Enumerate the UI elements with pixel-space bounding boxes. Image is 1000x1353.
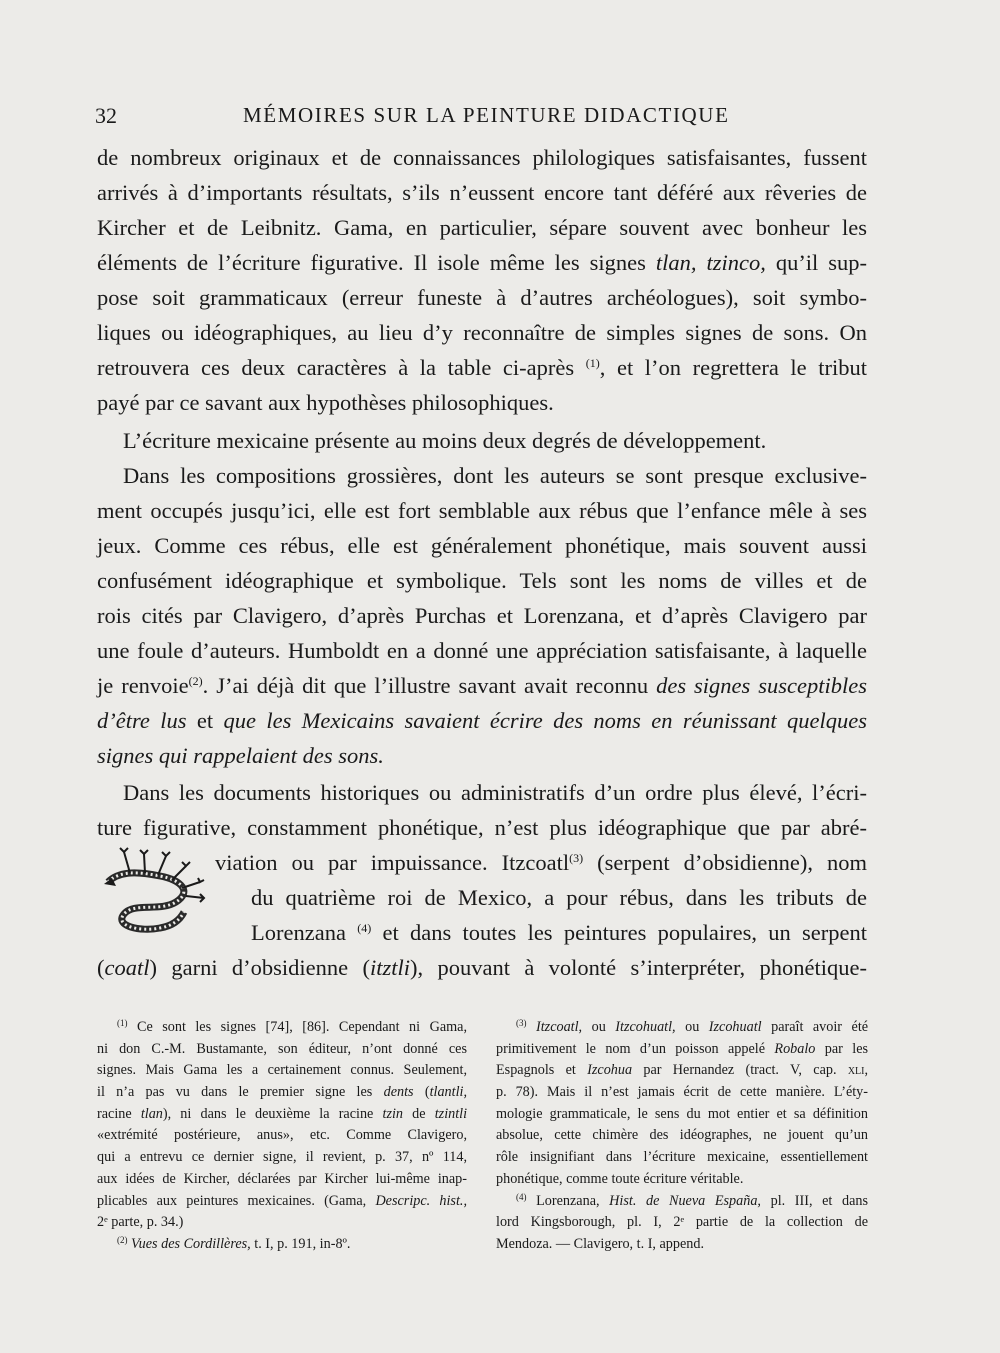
body-line: signes qui rappelaient des sons. — [97, 743, 384, 768]
body-line: (coatl) garni d’obsidienne (itztli), pouvant à volonté s’interpréter, phonétique- — [97, 955, 867, 980]
body-line: du quatrième roi de Mexico, a pour rébus, dans les tributs de — [251, 885, 867, 910]
serpent-glyph-icon — [100, 840, 210, 935]
footnote-line: absolue, cette chimère des idéographes, ne jouent qu’un — [496, 1127, 868, 1144]
footnote-line: rôle insignifiant dans l’écriture mexicaine, essentiellement — [496, 1149, 868, 1166]
body-line: pose soit grammaticaux (erreur funeste à d’autres archéologues), soit symbo- — [97, 285, 867, 310]
body-line: éléments de l’écriture figurative. Il isole même les signes tlan, tzinco, qu’il sup- — [97, 250, 868, 275]
body-line: Dans les compositions grossières, dont les auteurs se sont presque exclusive- — [123, 463, 867, 488]
body-line: liques ou idéographiques, au lieu d’y reconnaître de simples signes de sons. On — [97, 320, 867, 345]
body-line: payé par ce savant aux hypothèses philosophiques. — [97, 390, 554, 415]
body-line: arrivés à d’importants résultats, s’ils n’eussent encore tant déféré aux rêveries de — [97, 180, 867, 205]
footnote-line: $^{(2)}$ Vues des Cordillères, t. I, p. 191, in-8º. — [117, 1234, 351, 1252]
footnotes-right — [496, 1017, 868, 1256]
footnote-line: 2ᵉ parte, p. 34.) — [97, 1214, 184, 1231]
body-line: confusément idéographique et symbolique. Tels sont les noms de villes et de — [97, 568, 867, 593]
body-line: je renvoie$^{(2)}$. J’ai déjà dit que l’illustre savant avait reconnu des signes susceptibles — [97, 673, 867, 698]
footnote-line: $^{(1)}$ Ce sont les signes [74], [86]. Cependant ni Gama, — [117, 1018, 467, 1035]
body-line: Lorenzana $^{(4)}$ et dans toutes les peintures populaires, un serpent — [251, 920, 867, 945]
footnote-line: lord Kingsborough, pl. I, 2ᵉ partie de la collection de — [496, 1214, 868, 1231]
body-line: rois cités par Clavigero, d’après Purchas et Lorenzana, et d’après Clavigero par — [97, 603, 867, 628]
body-line: viation ou par impuissance. Itzcoatl$^{(3)}$ (serpent d’obsidienne), nom — [215, 850, 868, 875]
page-number: 32 — [95, 103, 117, 128]
body-line: L’écriture mexicaine présente au moins deux degrés de développement. — [123, 428, 767, 453]
body-line: une foule d’auteurs. Humboldt en a donné une appréciation satisfaisante, à laquelle — [97, 638, 867, 663]
footnote-line: il n’a pas vu dans le premier signe les dents (tlantli, — [97, 1084, 468, 1101]
footnotes-left — [97, 1017, 467, 1256]
footnote-line: p. 78). Mais il n’est jamais écrit de cette manière. L’éty- — [496, 1084, 868, 1101]
body-line: ture figurative, constamment phonétique, n’est plus idéographique que par abré- — [97, 815, 867, 840]
footnote-ref: (4) — [357, 921, 372, 935]
footnote-line: plicables aux peintures mexicaines. (Gama, Descripc. hist., — [97, 1192, 467, 1209]
footnote-ref: (3) — [569, 851, 584, 865]
body-line: ment occupés jusqu’ici, elle est fort semblable aux rébus que l’enfance mêle à ses — [97, 498, 867, 523]
footnote-line: phonétique, comme toute écriture véritable. — [496, 1170, 744, 1187]
footnote-ref: (2) — [188, 674, 203, 688]
page-header — [95, 103, 875, 133]
footnote-ref: (1) — [585, 356, 600, 370]
footnote-line: Mendoza. — Clavigero, t. I, append. — [496, 1235, 705, 1252]
footnote-line: primitivement le nom d’un poisson appelé Robalo par les — [496, 1040, 869, 1057]
footnote-line: mologie grammaticale, le sens du mot entier et sa définition — [496, 1105, 868, 1122]
body-line: de nombreux originaux et de connaissances philologiques satisfaisantes, fussent — [97, 145, 867, 170]
body-line: retrouvera ces deux caractères à la table ci-après $^{(1)}$, et l’on regrettera le tribut — [97, 355, 867, 380]
body-line: Kircher et de Leibnitz. Gama, en particulier, sépare souvent avec bonheur les — [97, 215, 867, 240]
body-line: Dans les documents historiques ou administratifs d’un ordre plus élevé, l’écri- — [123, 780, 867, 805]
footnote-line: $^{(3)}$ Itzcoatl, ou Itzcohuatl, ou Izcohuatl paraît avoir été — [516, 1018, 869, 1035]
footnote-line: qui a entrevu ce dernier signe, il revient, p. 37, nº 114, — [97, 1149, 467, 1166]
footnote-line: ni don C.-M. Bustamante, son éditeur, n’ont donné ces — [97, 1040, 467, 1057]
footnote-line: Espagnols et Izcohua par Hernandez (tract. V, cap. xli, — [496, 1062, 869, 1079]
footnote-line: signes. Mais Gama les a certainement connus. Seulement, — [97, 1062, 467, 1079]
running-title: MÉMOIRES SUR LA PEINTURE DIDACTIQUE — [243, 103, 730, 127]
body-line: jeux. Comme ces rébus, elle est généralement phonétique, mais souvent aussi — [97, 533, 867, 558]
footnote-line: aux idées de Kircher, déclarées par Kircher lui-même inap- — [97, 1170, 467, 1187]
footnote-line: racine tlan), ni dans le deuxième la racine tzin de tzintli — [97, 1105, 468, 1122]
footnote-line: $^{(4)}$ Lorenzana, Hist. de Nueva España, pl. III, et dans — [516, 1191, 868, 1209]
footnote-line: «extrémité postérieure, anus», etc. Comme Clavigero, — [97, 1127, 467, 1144]
body-line: d’être lus et que les Mexicains savaient écrire des noms en réunissant quelques — [97, 708, 867, 733]
